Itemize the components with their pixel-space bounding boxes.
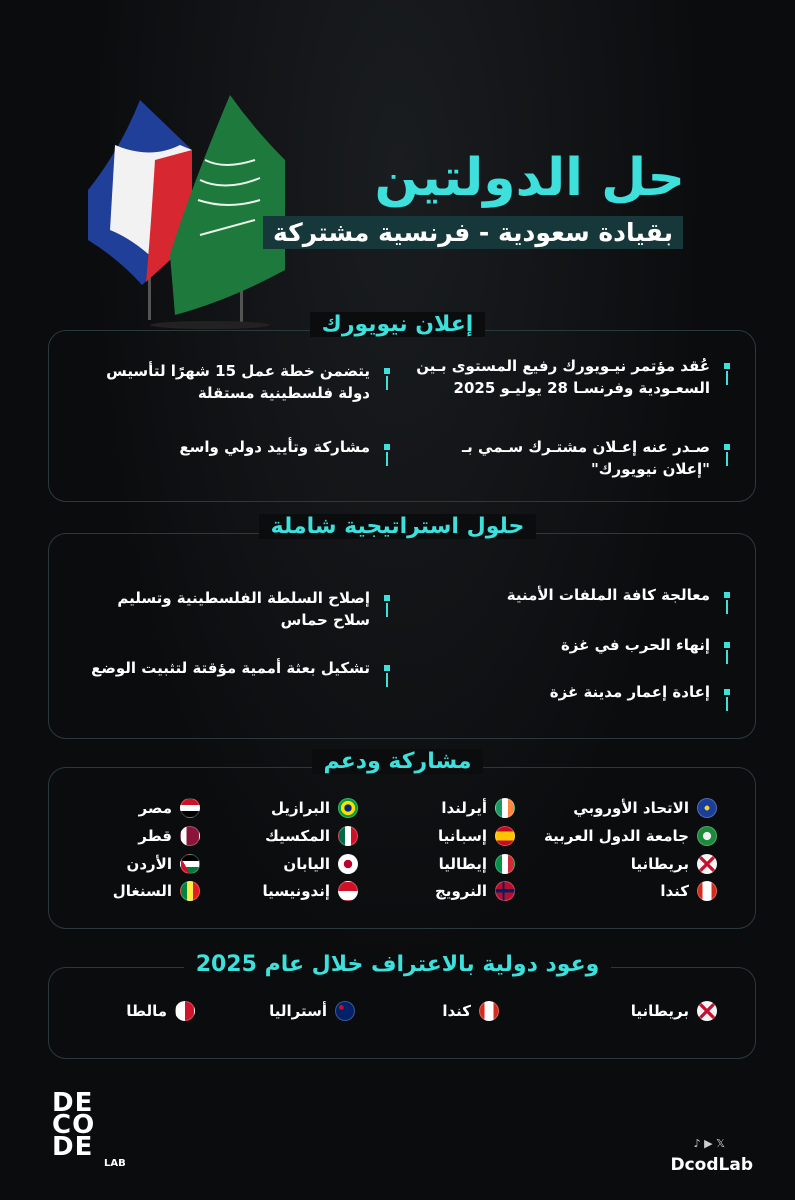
social-icons: ♪ ▶ 𝕏 [693, 1137, 725, 1150]
country-spain: إسبانيا [438, 826, 515, 846]
arab-league-flag-icon [697, 826, 717, 846]
country-qatar: قطر [138, 826, 200, 846]
brazil-flag-icon [338, 798, 358, 818]
bullet-action-plan: يتضمن خطة عمل 15 شهرًا لتأسيس دولة فلسطينية مستقلة [80, 360, 370, 404]
italy-flag-icon [495, 854, 515, 874]
bullet-rebuild-gaza: إعادة إعمار مدينة غزة [410, 681, 710, 703]
recognition-malta: مالطا [126, 1001, 195, 1021]
country-egypt: مصر [139, 798, 200, 818]
section-title-participation: مشاركة ودعم [0, 749, 795, 774]
bullet-reform-authority: إصلاح السلطة الفلسطينية وتسليم سلاح حماس [80, 587, 370, 631]
country-uk: بريطانيا [631, 854, 717, 874]
page-subtitle: بقيادة سعودية - فرنسية مشتركة [263, 216, 683, 249]
country-canada: كندا [660, 881, 717, 901]
bullet-un-mission: تشكيل بعثة أممية مؤقتة لتثبيت الوضع [80, 657, 370, 679]
flags-illustration [80, 90, 310, 330]
country-norway: النرويج [435, 881, 515, 901]
country-indonesia: إندونيسيا [262, 881, 358, 901]
recognition-canada: كندا [442, 1001, 499, 1021]
country-senegal: السنغال [113, 881, 200, 901]
japan-flag-icon [338, 854, 358, 874]
spain-flag-icon [495, 826, 515, 846]
canada-flag-icon [697, 881, 717, 901]
page-title: حل الدولتين [374, 148, 685, 208]
mexico-flag-icon [338, 826, 358, 846]
senegal-flag-icon [180, 881, 200, 901]
jordan-flag-icon [180, 854, 200, 874]
recognition-australia: أستراليا [269, 1001, 355, 1021]
norway-flag-icon [495, 881, 515, 901]
section-title-new-york: إعلان نيويورك [0, 312, 795, 337]
section-title-recognition: وعود دولية بالاعتراف خلال عام 2025 [0, 952, 795, 977]
uk-flag-icon [697, 854, 717, 874]
qatar-flag-icon [180, 826, 200, 846]
logo-suffix: LAB [104, 1158, 126, 1169]
recognition-uk: بريطانيا [631, 1001, 717, 1021]
section-participation-panel [48, 767, 756, 929]
country-italy: إيطاليا [439, 854, 515, 874]
bullet-conference: عُقد مؤتمر نيـويورك رفيع المستوى بـين السعـودية وفرنسـا 28 يوليـو 2025 [410, 355, 710, 399]
malta-flag-icon [175, 1001, 195, 1021]
country-brazil: البرازيل [271, 798, 358, 818]
brand-name: DcodLab [670, 1155, 753, 1175]
country-japan: اليابان [283, 854, 358, 874]
australia-flag-icon [335, 1001, 355, 1021]
country-arab-league: جامعة الدول العربية [544, 826, 717, 846]
bullet-security-files: معالجة كافة الملفات الأمنية [410, 584, 710, 606]
ireland-flag-icon [495, 798, 515, 818]
country-ireland: أيرلندا [441, 798, 515, 818]
egypt-flag-icon [180, 798, 200, 818]
canada-flag-icon [479, 1001, 499, 1021]
eu-flag-icon [697, 798, 717, 818]
country-jordan: الأردن [127, 854, 200, 874]
uk-flag-icon [697, 1001, 717, 1021]
country-mexico: المكسيك [265, 826, 358, 846]
section-title-strategic: حلول استراتيجية شاملة [0, 514, 795, 539]
bullet-international-support: مشاركة وتأييد دولي واسع [80, 436, 370, 458]
bullet-declaration: صـدر عنه إعـلان مشتـرك سـمي بـ "إعلان نيويورك" [410, 436, 710, 480]
bullet-end-war: إنهاء الحرب في غزة [410, 634, 710, 656]
decode-lab-logo: DE CO DE [52, 1088, 96, 1162]
indonesia-flag-icon [338, 881, 358, 901]
country-eu: الاتحاد الأوروبي [573, 798, 717, 818]
